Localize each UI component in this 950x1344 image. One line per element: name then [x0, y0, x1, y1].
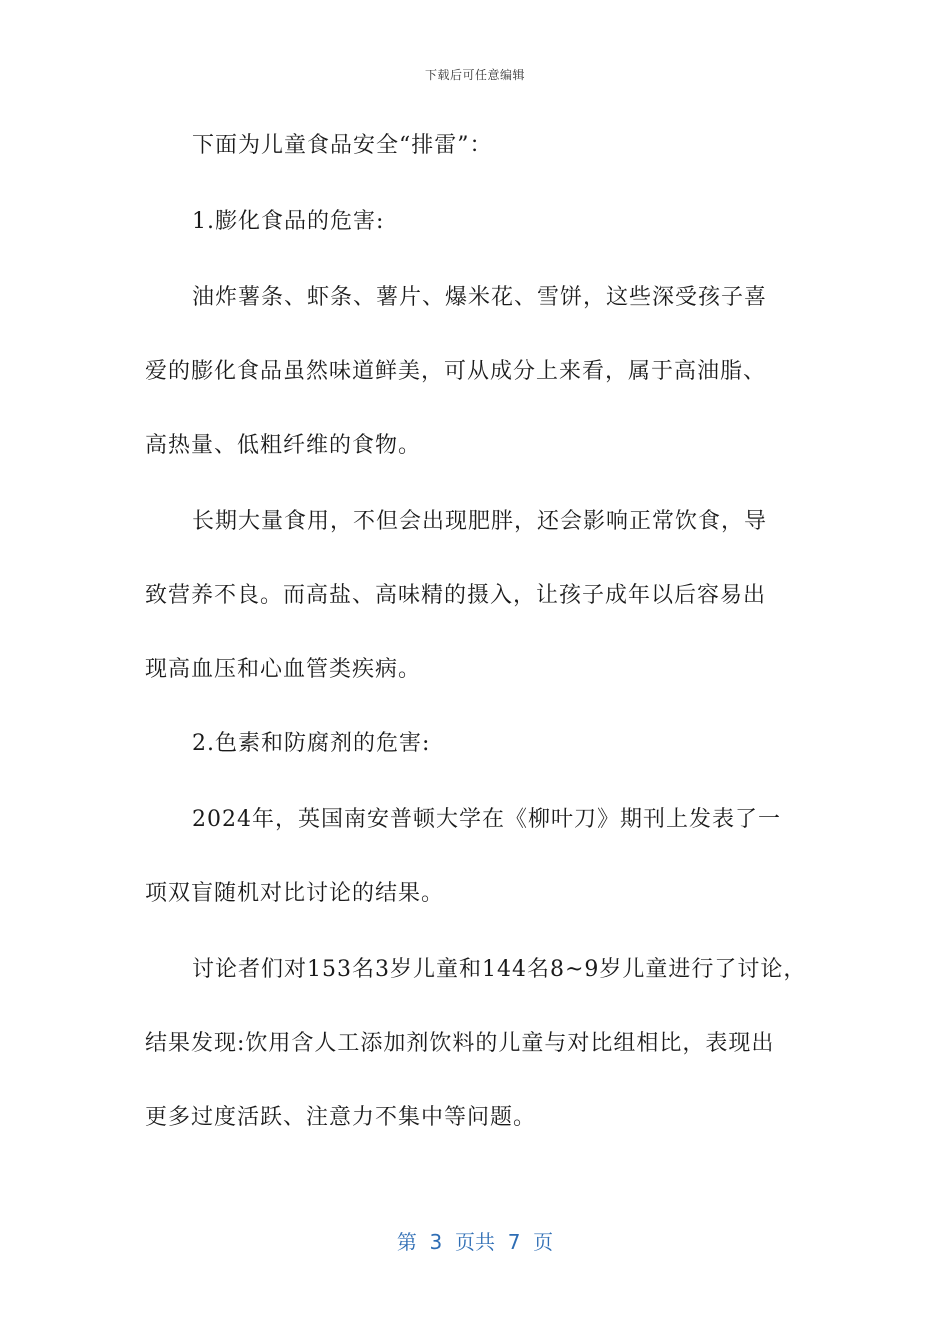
paragraph-line: 项双盲随机对比讨论的结果。: [145, 881, 445, 906]
paragraph-line: 讨论者们对153名3岁儿童和144名8~9岁儿童进行了讨论，: [192, 957, 807, 982]
section-heading: 1.膨化食品的危害:: [192, 209, 385, 234]
section-heading: 2.色素和防腐剂的危害:: [192, 731, 431, 756]
paragraph-line: 致营养不良。而高盐、高味精的摄入，让孩子成年以后容易出: [145, 583, 767, 608]
page-number-footer: 第 3 页共 7 页: [396, 1230, 554, 1254]
paragraph-line: 长期大量食用，不但会出现肥胖，还会影响正常饮食，导: [192, 509, 768, 534]
paragraph-line: 现高血压和心血管类疾病。: [145, 657, 422, 682]
paragraph-line: 结果发现:饮用含人工添加剂饮料的儿童与对比组相比，表现出: [145, 1031, 775, 1056]
paragraph-line: 爱的膨化食品虽然味道鲜美，可从成分上来看，属于高油脂、: [145, 359, 767, 384]
header-note: 下载后可任意编辑: [424, 68, 525, 82]
paragraph-line: 更多过度活跃、注意力不集中等问题。: [145, 1105, 537, 1130]
paragraph-line: 高热量、低粗纤维的食物。: [145, 433, 422, 458]
paragraph-line: 油炸薯条、虾条、薯片、爆米花、雪饼，这些深受孩子喜: [192, 285, 768, 310]
paragraph-line: 2024年，英国南安普顿大学在《柳叶刀》期刊上发表了一: [192, 807, 781, 832]
paragraph-line: 下面为儿童食品安全“排雷”：: [192, 133, 493, 158]
